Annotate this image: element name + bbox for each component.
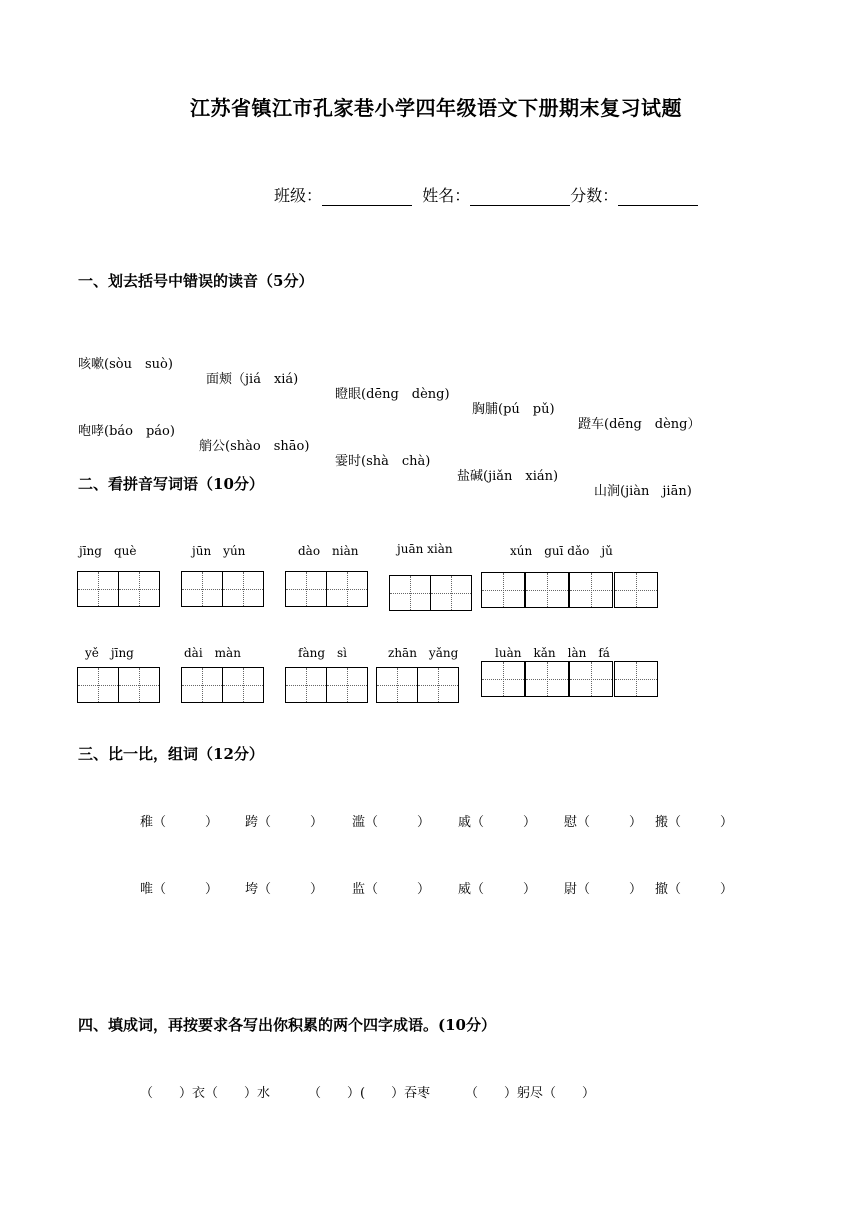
writing-box[interactable] [430,575,472,611]
writing-box[interactable] [181,667,223,703]
student-info [274,183,698,206]
compare-item: 垮（ ） [245,882,324,897]
writing-box[interactable] [77,667,119,703]
writing-box[interactable] [417,667,459,703]
item: 瞪眼(dēng dèng) [335,387,450,402]
item: 盐碱(jiǎn xián) [457,469,559,484]
compare-item: 跨（ ） [245,815,324,830]
writing-box[interactable] [77,571,119,607]
writing-box[interactable] [285,571,327,607]
pinyin: fàng sì [298,646,348,660]
score-field[interactable] [618,187,698,206]
item: 霎时(shà chà) [335,454,431,469]
compare-item: 搬（ ） [655,815,734,830]
writing-box[interactable] [326,667,368,703]
writing-box[interactable] [118,667,160,703]
class-field[interactable] [322,187,412,206]
section-2-heading: 二、看拼音写词语（10分） [78,475,264,493]
section-1-heading: 一、划去括号中错误的读音（5分） [78,272,314,290]
writing-box[interactable] [181,571,223,607]
pinyin: jūn yún [192,544,246,558]
writing-box[interactable] [118,571,160,607]
writing-box[interactable] [569,572,613,608]
item: 面颊（jiá xiá) [206,372,299,387]
name-field[interactable] [470,187,570,206]
writing-box[interactable] [614,572,658,608]
item: 胸脯(pú pǔ) [472,402,555,417]
pinyin: yě jīng [85,646,134,660]
score-label: 分数： [570,186,619,205]
class-label: 班级： [274,186,323,205]
item: 艄公(shào shāo) [199,439,310,454]
compare-item: 唯（ ） [140,882,219,897]
pinyin: zhān yǎng [388,646,459,660]
name-label: 姓名： [422,186,471,205]
pinyin: xún guī dǎo jǔ [510,544,613,558]
compare-item: 慰（ ） [564,815,643,830]
compare-item: 滥（ ） [352,815,431,830]
item: 蹬车(dēng dèng） [578,417,701,432]
idiom-item: （ ）躬尽（ ） [465,1086,596,1101]
compare-item: 监（ ） [352,882,431,897]
writing-box[interactable] [481,572,525,608]
compare-item: 尉（ ） [564,882,643,897]
writing-box[interactable] [525,572,569,608]
item: 山涧(jiàn jiān) [594,484,692,499]
section-4-heading: 四、填成词，再按要求各写出你积累的两个四字成语。(10分） [78,1016,496,1034]
writing-box[interactable] [285,667,327,703]
compare-item: 稚（ ） [140,815,219,830]
writing-box[interactable] [389,575,431,611]
writing-box[interactable] [614,661,658,697]
pinyin: juān xiàn [397,542,453,556]
idiom-item: （ ）( ）吞枣 [308,1086,431,1101]
idiom-item: （ ）衣（ ）水 [140,1086,271,1101]
compare-item: 撤（ ） [655,882,734,897]
page-title: 江苏省镇江市孔家巷小学四年级语文下册期末复习试题 [190,96,682,120]
pinyin: jīng què [79,544,137,558]
pinyin: dài màn [184,646,241,660]
writing-box[interactable] [569,661,613,697]
section-3-heading: 三、比一比，组词（12分） [78,745,264,763]
writing-box[interactable] [481,661,525,697]
pinyin: dào niàn [298,544,359,558]
writing-box[interactable] [222,571,264,607]
item: 咳嗽(sòu suò) [78,357,173,372]
writing-box[interactable] [222,667,264,703]
writing-box[interactable] [326,571,368,607]
writing-box[interactable] [525,661,569,697]
pinyin: luàn kǎn làn fá [495,646,610,660]
compare-item: 戚（ ） [458,815,537,830]
compare-item: 威（ ） [458,882,537,897]
writing-box[interactable] [376,667,418,703]
item: 咆哮(báo páo) [78,424,175,439]
